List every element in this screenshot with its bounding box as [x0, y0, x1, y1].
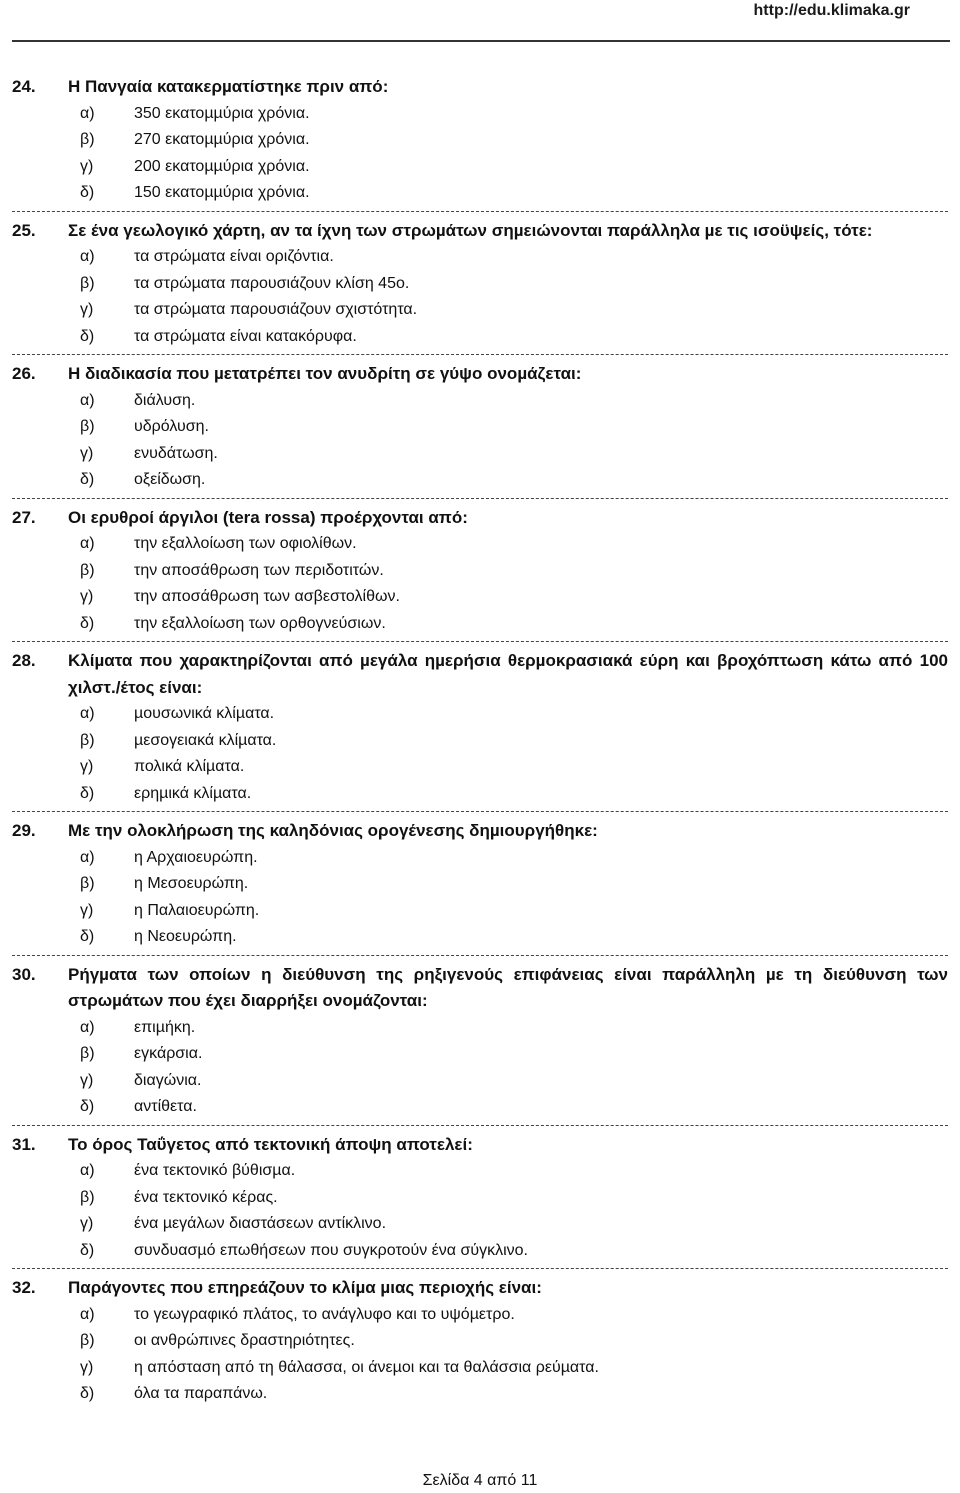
option-text: διαγώνια.	[134, 1071, 202, 1089]
option-text: η Αρχαιοευρώπη.	[134, 848, 258, 866]
option-text: ερηµικά κλίµατα.	[134, 784, 252, 802]
option-letter: α)	[80, 104, 95, 122]
option-text: η Μεσοευρώπη.	[134, 875, 249, 892]
option-text: η απόσταση από τη θάλασσα, οι άνεµοι και τα θαλάσσια ρεύµατα.	[134, 1358, 599, 1376]
option-text: η Νεοευρώπη.	[134, 928, 237, 945]
question-header	[0, 648, 960, 701]
option-letter: α)	[80, 391, 95, 409]
option-text: µεσογειακά κλίµατα.	[134, 731, 277, 749]
question-divider	[12, 1268, 948, 1269]
answer-option	[0, 441, 960, 468]
answer-option	[0, 297, 960, 324]
option-text: τα στρώµατα παρουσιάζουν σχιστότητα.	[134, 301, 418, 318]
option-letter: δ)	[80, 1098, 95, 1115]
option-letter: δ)	[80, 1385, 95, 1402]
option-text: διάλυση.	[134, 391, 196, 409]
answer-option	[0, 701, 960, 728]
option-letter: δ)	[80, 184, 95, 201]
question-header	[0, 1132, 960, 1159]
question-header	[0, 1275, 960, 1302]
answer-option	[0, 1158, 960, 1185]
question-header	[0, 962, 960, 1015]
answer-option	[0, 728, 960, 755]
option-letter: γ)	[80, 588, 94, 605]
answer-option	[0, 1068, 960, 1095]
option-text: 270 εκατοµµύρια χρόνια.	[134, 131, 310, 148]
question-number: 26.	[12, 364, 36, 383]
answer-option	[0, 1211, 960, 1238]
option-letter: δ)	[80, 1241, 95, 1259]
answer-option	[0, 1381, 960, 1408]
option-letter: β)	[80, 561, 95, 579]
option-text: εγκάρσια.	[134, 1045, 203, 1062]
answer-option	[0, 1238, 960, 1265]
option-letter: γ)	[80, 1071, 94, 1089]
option-letter: α)	[80, 1018, 95, 1036]
answer-option	[0, 781, 960, 808]
answer-option	[0, 924, 960, 951]
question-text: Ρήγµατα των οποίων η διεύθυνση της ρηξιγενούς επιφάνειας είναι παράλληλη µε τη διεύθυνση των στρωµάτων που έχει διαρρήξει ονοµάζονται:	[68, 964, 948, 1010]
answer-option	[0, 898, 960, 925]
question-block	[0, 505, 960, 638]
question-header	[0, 218, 960, 245]
question-block	[0, 962, 960, 1121]
question-divider	[12, 354, 948, 355]
option-letter: δ)	[80, 327, 95, 345]
answer-option	[0, 271, 960, 298]
option-letter: γ)	[80, 758, 94, 775]
answer-option	[0, 871, 960, 898]
option-letter: β)	[80, 731, 95, 749]
question-divider	[12, 498, 948, 499]
answer-option	[0, 127, 960, 154]
question-divider	[12, 641, 948, 642]
option-letter: δ)	[80, 928, 95, 945]
question-header	[0, 505, 960, 532]
option-text: 350 εκατοµµύρια χρόνια.	[134, 104, 310, 122]
option-text: τα στρώµατα παρουσιάζουν κλίση 45ο.	[134, 274, 410, 292]
option-text: την αποσάθρωση των περιδοτιτών.	[134, 561, 384, 579]
questions-list	[0, 74, 960, 1408]
option-text: ενυδάτωση.	[134, 444, 218, 462]
question-number: 32.	[12, 1278, 36, 1297]
option-text: το γεωγραφικό πλάτος, το ανάγλυφο και το υψόµετρο.	[134, 1305, 515, 1323]
option-letter: δ)	[80, 471, 95, 488]
option-letter: δ)	[80, 614, 95, 632]
option-text: ένα µεγάλων διαστάσεων αντίκλινο.	[134, 1215, 387, 1232]
option-text: την εξαλλοίωση των οφιολίθων.	[134, 535, 357, 552]
question-divider	[12, 811, 948, 812]
question-number: 28.	[12, 651, 36, 670]
question-block	[0, 218, 960, 351]
option-letter: γ)	[80, 157, 94, 175]
answer-option	[0, 1015, 960, 1042]
question-header	[0, 361, 960, 388]
option-text: ένα τεκτονικό κέρας.	[134, 1188, 278, 1206]
answer-option	[0, 388, 960, 415]
option-text: την αποσάθρωση των ασβεστολίθων.	[134, 588, 400, 605]
option-letter: γ)	[80, 444, 94, 462]
option-text: υδρόλυση.	[134, 418, 209, 435]
question-header	[0, 74, 960, 101]
question-number: 29.	[12, 821, 36, 840]
option-text: 200 εκατοµµύρια χρόνια.	[134, 157, 310, 175]
question-block	[0, 648, 960, 807]
page-number: Σελίδα 4 από 11	[422, 1472, 538, 1489]
option-text: οι ανθρώπινες δραστηριότητες.	[134, 1332, 355, 1349]
question-text: Οι ερυθροί άργιλοι (tera rossa) προέρχονται από:	[68, 507, 468, 527]
option-text: πολικά κλίµατα.	[134, 758, 245, 775]
header-url-link[interactable]: http://edu.klimaka.gr	[753, 2, 910, 19]
question-text: Με την ολοκλήρωση της καληδόνιας ορογένεσης δηµιουργήθηκε:	[68, 821, 598, 840]
option-letter: γ)	[80, 1215, 94, 1232]
option-letter: β)	[80, 418, 95, 435]
answer-option	[0, 754, 960, 781]
option-letter: α)	[80, 705, 95, 722]
option-letter: β)	[80, 1188, 95, 1206]
question-number: 30.	[12, 964, 36, 984]
question-number: 25.	[12, 220, 36, 240]
option-text: οξείδωση.	[134, 471, 206, 488]
answer-option	[0, 1302, 960, 1329]
answer-option	[0, 1328, 960, 1355]
option-text: η Παλαιοευρώπη.	[134, 901, 260, 919]
option-letter: α)	[80, 535, 95, 552]
option-letter: γ)	[80, 1358, 94, 1376]
question-divider	[12, 955, 948, 956]
option-text: ένα τεκτονικό βύθισµα.	[134, 1162, 296, 1179]
option-text: τα στρώµατα είναι κατακόρυφα.	[134, 327, 357, 345]
option-letter: δ)	[80, 784, 95, 802]
question-text: Κλίµατα που χαρακτηρίζονται από µεγάλα ηµερήσια θερµοκρασιακά εύρη και βροχόπτωση κάτω από 100 χιλστ./έτος είναι:	[68, 651, 948, 697]
answer-option	[0, 558, 960, 585]
option-letter: α)	[80, 848, 95, 866]
option-text: την εξαλλοίωση των ορθογνεύσιων.	[134, 614, 386, 632]
answer-option	[0, 611, 960, 638]
answer-option	[0, 414, 960, 441]
question-block	[0, 74, 960, 207]
option-letter: α)	[80, 1305, 95, 1323]
option-text: όλα τα παραπάνω.	[134, 1385, 268, 1402]
answer-option	[0, 531, 960, 558]
option-letter: β)	[80, 1045, 95, 1062]
question-block	[0, 818, 960, 951]
question-text: Η διαδικασία που µετατρέπει τον ανυδρίτη σε γύψο ονοµάζεται:	[68, 364, 582, 383]
question-text: Το όρος Ταΰγετος από τεκτονική άποψη αποτελεί:	[68, 1134, 473, 1154]
answer-option	[0, 324, 960, 351]
question-text: Η Πανγαία κατακερµατίστηκε πριν από:	[68, 77, 389, 96]
question-block	[0, 1275, 960, 1408]
option-letter: γ)	[80, 901, 94, 919]
answer-option	[0, 1041, 960, 1068]
top-divider	[12, 40, 950, 42]
option-text: αντίθετα.	[134, 1098, 197, 1115]
option-text: µουσωνικά κλίµατα.	[134, 705, 275, 722]
answer-option	[0, 244, 960, 271]
option-text: συνδυασµό επωθήσεων που συγκροτούν ένα σύγκλινο.	[134, 1241, 528, 1259]
question-header	[0, 818, 960, 845]
option-letter: α)	[80, 1162, 95, 1179]
answer-option	[0, 1094, 960, 1121]
option-text: 150 εκατοµµύρια χρόνια.	[134, 184, 310, 201]
answer-option	[0, 1355, 960, 1382]
option-letter: β)	[80, 131, 95, 148]
option-letter: β)	[80, 875, 95, 892]
answer-option	[0, 180, 960, 207]
answer-option	[0, 845, 960, 872]
option-text: επιµήκη.	[134, 1018, 196, 1036]
question-text: Σε ένα γεωλογικό χάρτη, αν τα ίχνη των στρωµάτων σηµειώνονται παράλληλα µε τις ισοϋψείς, τότε:	[68, 220, 873, 240]
option-letter: β)	[80, 274, 95, 292]
question-number: 31.	[12, 1134, 36, 1154]
question-block	[0, 1132, 960, 1265]
answer-option	[0, 101, 960, 128]
option-letter: α)	[80, 248, 95, 265]
option-text: τα στρώµατα είναι οριζόντια.	[134, 248, 334, 265]
answer-option	[0, 154, 960, 181]
question-divider	[12, 211, 948, 212]
answer-option	[0, 467, 960, 494]
question-number: 24.	[12, 77, 36, 96]
question-divider	[12, 1125, 948, 1126]
answer-option	[0, 584, 960, 611]
option-letter: β)	[80, 1332, 95, 1349]
question-text: Παράγοντες που επηρεάζουν το κλίµα µιας περιοχής είναι:	[68, 1278, 542, 1297]
question-number: 27.	[12, 507, 36, 527]
answer-option	[0, 1185, 960, 1212]
option-letter: γ)	[80, 301, 94, 318]
question-block	[0, 361, 960, 494]
